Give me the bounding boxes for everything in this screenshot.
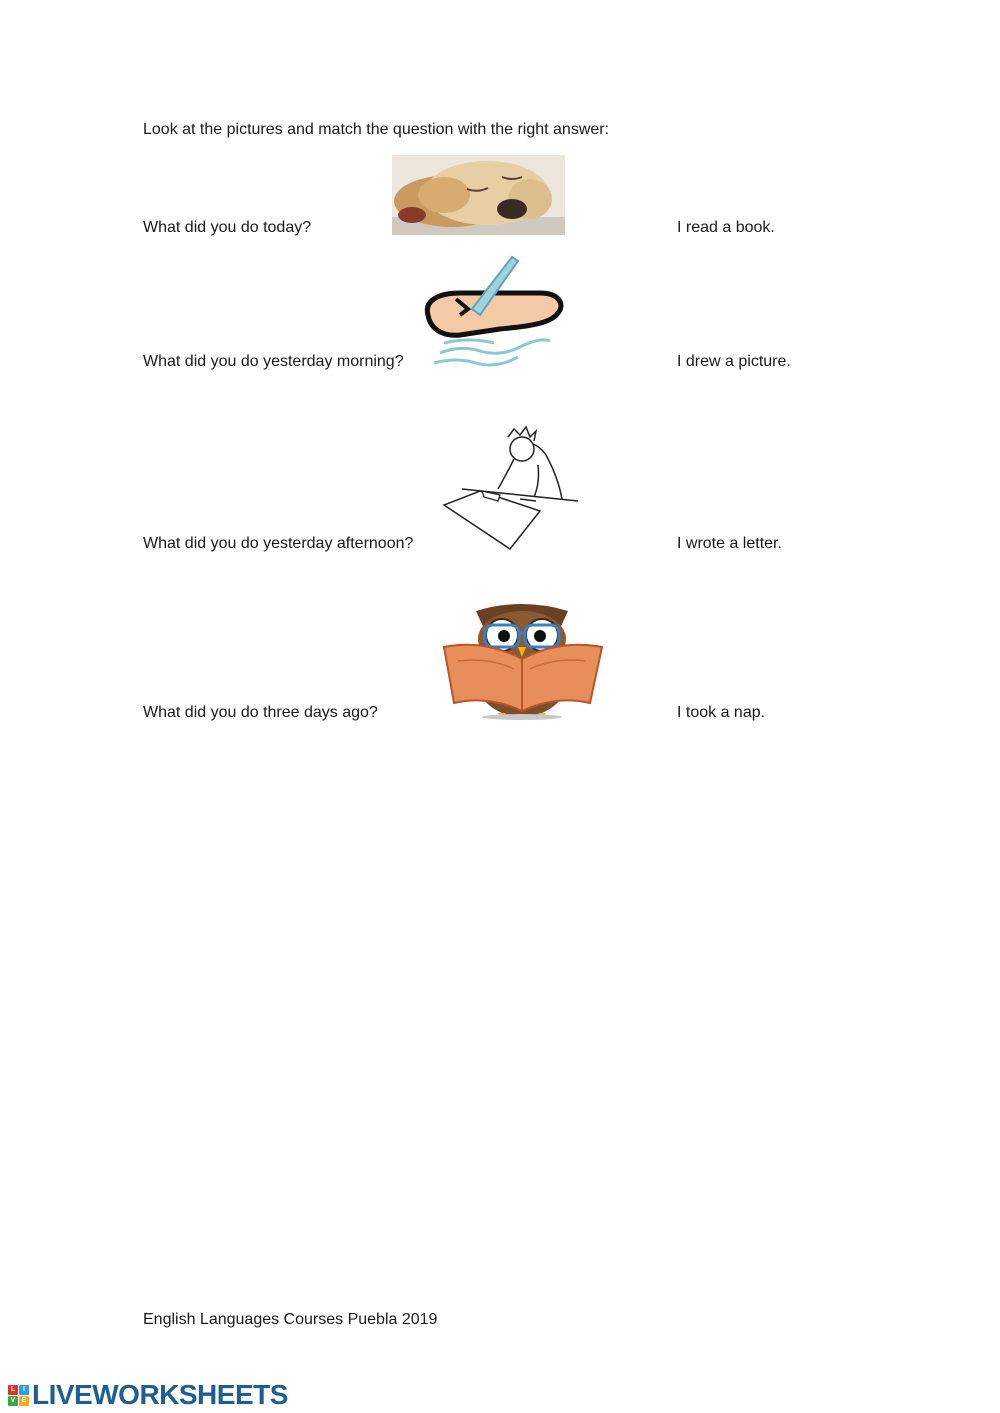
question-4: What did you do three days ago?	[143, 704, 378, 721]
liveworksheets-logo	[8, 1380, 288, 1410]
question-2: What did you do yesterday morning?	[143, 353, 404, 370]
owl-reading-book-icon	[440, 603, 605, 720]
question-3: What did you do yesterday afternoon?	[143, 535, 414, 552]
answer-4: I took a nap.	[677, 704, 766, 721]
answer-3: I wrote a letter.	[677, 535, 782, 552]
instructions: Look at the pictures and match the question with the right answer:	[143, 121, 610, 138]
footer-credit: English Languages Courses Puebla 2019	[143, 1311, 438, 1328]
logo-text: LIVEWORKSHEETS	[32, 1379, 288, 1410]
answer-1: I read a book.	[677, 219, 775, 236]
logo-mark-icon: L I V E	[8, 1385, 29, 1406]
man-writing-letter-icon	[440, 425, 580, 551]
sleeping-puppy-icon	[392, 155, 565, 235]
hand-drawing-icon	[420, 253, 565, 371]
question-1: What did you do today?	[143, 219, 312, 236]
answer-2: I drew a picture.	[677, 353, 791, 370]
